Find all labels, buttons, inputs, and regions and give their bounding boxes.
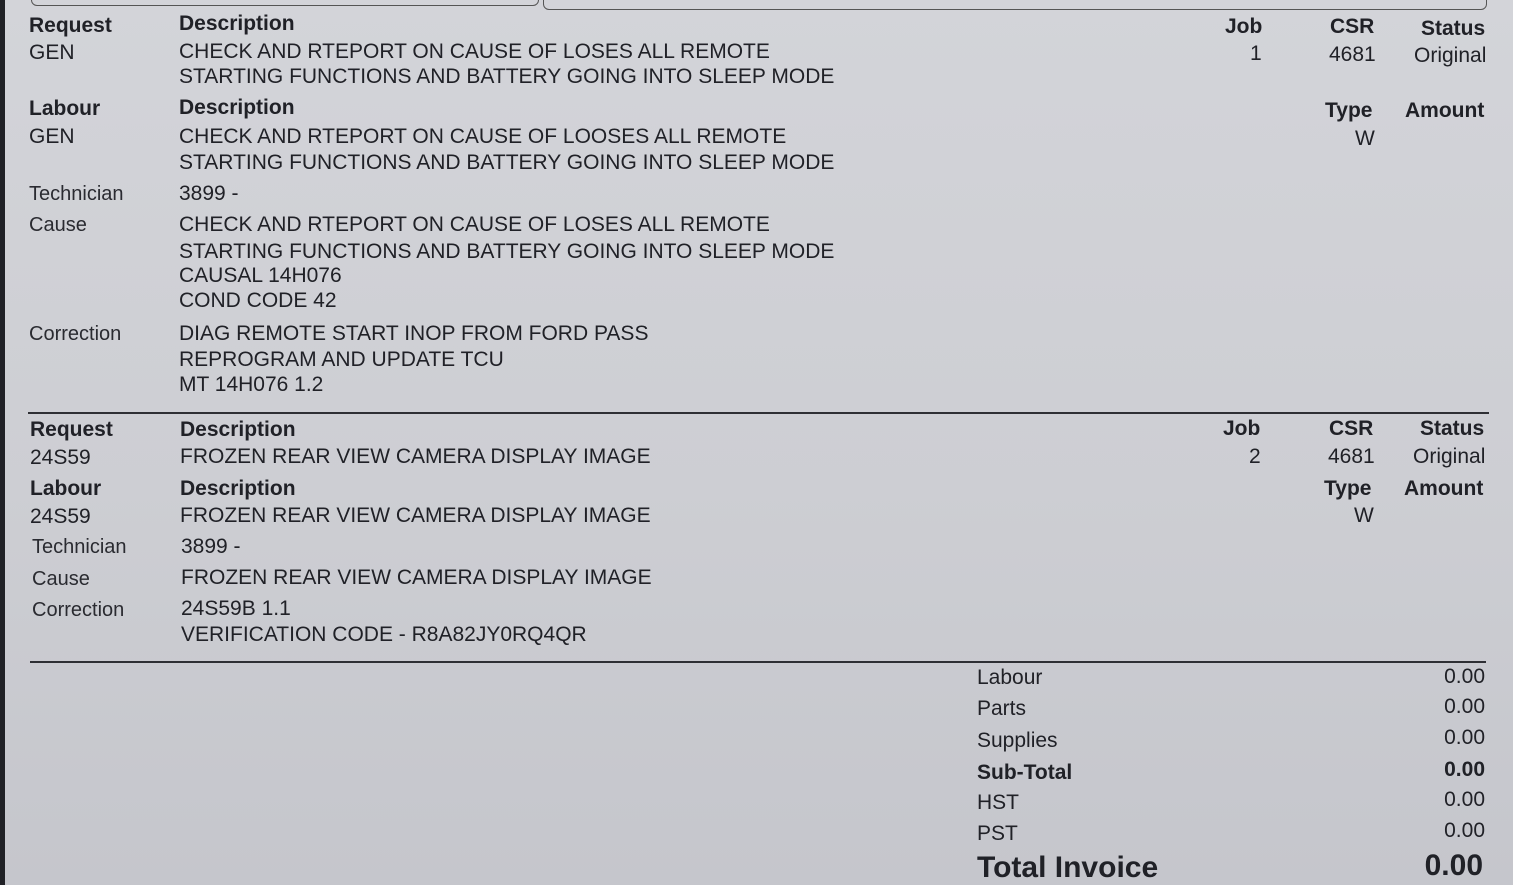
- totals-label: HST: [977, 791, 1019, 814]
- labour-code: 24S59: [30, 505, 91, 528]
- cause-line: STARTING FUNCTIONS AND BATTERY GOING INTO SLEEP MODE: [179, 240, 835, 263]
- cause-line: COND CODE 42: [179, 289, 337, 312]
- labour-code: GEN: [29, 125, 75, 148]
- cause-line: FROZEN REAR VIEW CAMERA DISPLAY IMAGE: [181, 566, 652, 589]
- labour-type: W: [1354, 504, 1374, 527]
- header-box-right: [543, 0, 1487, 10]
- totals-value: 0.00: [1444, 726, 1485, 749]
- amount-header: Amount: [1404, 477, 1484, 500]
- request-code: GEN: [29, 41, 75, 64]
- correction-line: MT 14H076 1.2: [179, 373, 324, 396]
- labour-description-line: CHECK AND RTEPORT ON CAUSE OF LOOSES ALL REMOTE: [179, 125, 787, 148]
- total-invoice-label: Total Invoice: [977, 851, 1159, 884]
- status-value: Original: [1413, 445, 1486, 468]
- labour-description-header: Description: [180, 477, 296, 500]
- totals-label: Labour: [977, 666, 1043, 689]
- total-invoice-value: 0.00: [1424, 849, 1483, 882]
- description-header: Description: [180, 418, 296, 441]
- invoice-page: [5, 0, 1513, 885]
- labour-description-line: FROZEN REAR VIEW CAMERA DISPLAY IMAGE: [180, 504, 651, 527]
- correction-label: Correction: [29, 323, 122, 345]
- description-header: Description: [179, 12, 295, 35]
- subtotal-value: 0.00: [1444, 758, 1485, 781]
- csr-number: 4681: [1328, 445, 1375, 468]
- type-header: Type: [1325, 99, 1373, 122]
- amount-header: Amount: [1405, 99, 1485, 122]
- correction-line: REPROGRAM AND UPDATE TCU: [179, 348, 504, 371]
- job-number: 2: [1249, 445, 1261, 468]
- totals-label: Parts: [977, 697, 1027, 720]
- labour-type: W: [1355, 127, 1375, 150]
- csr-number: 4681: [1329, 43, 1376, 66]
- request-description-line: FROZEN REAR VIEW CAMERA DISPLAY IMAGE: [180, 445, 651, 468]
- technician-label: Technician: [32, 536, 127, 558]
- request-description-line: STARTING FUNCTIONS AND BATTERY GOING INTO SLEEP MODE: [179, 65, 835, 88]
- cause-line: CAUSAL 14H076: [179, 264, 342, 287]
- technician-value: 3899 -: [179, 182, 239, 205]
- header-box-left: [31, 0, 539, 6]
- status-header: Status: [1421, 17, 1486, 40]
- csr-header: CSR: [1329, 417, 1374, 440]
- totals-value: 0.00: [1444, 665, 1485, 688]
- labour-header: Labour: [30, 477, 102, 500]
- section-divider: [28, 412, 1489, 414]
- cause-label: Cause: [32, 568, 90, 590]
- labour-description-header: Description: [179, 96, 295, 119]
- subtotal-label: Sub-Total: [977, 761, 1073, 784]
- status-value: Original: [1414, 44, 1487, 67]
- technician-value: 3899 -: [181, 535, 241, 558]
- totals-value: 0.00: [1444, 819, 1485, 842]
- request-description-line: CHECK AND RTEPORT ON CAUSE OF LOSES ALL REMOTE: [179, 40, 770, 63]
- request-code: 24S59: [30, 446, 91, 469]
- job-header: Job: [1223, 417, 1261, 440]
- job-header: Job: [1225, 15, 1263, 38]
- request-header: Request: [29, 14, 112, 37]
- totals-label: Supplies: [977, 729, 1058, 752]
- totals-value: 0.00: [1444, 788, 1485, 811]
- correction-label: Correction: [32, 599, 125, 621]
- cause-line: CHECK AND RTEPORT ON CAUSE OF LOSES ALL REMOTE: [179, 213, 770, 236]
- correction-line: 24S59B 1.1: [181, 597, 291, 620]
- status-header: Status: [1420, 417, 1485, 440]
- labour-header: Labour: [29, 97, 101, 120]
- job-number: 1: [1250, 42, 1262, 65]
- labour-description-line: STARTING FUNCTIONS AND BATTERY GOING INTO SLEEP MODE: [179, 151, 835, 174]
- totals-value: 0.00: [1444, 695, 1485, 718]
- csr-header: CSR: [1330, 15, 1375, 38]
- request-header: Request: [30, 418, 113, 441]
- type-header: Type: [1324, 477, 1372, 500]
- correction-line: VERIFICATION CODE - R8A82JY0RQ4QR: [181, 623, 587, 646]
- cause-label: Cause: [29, 214, 87, 236]
- totals-divider: [30, 661, 1486, 663]
- technician-label: Technician: [29, 183, 124, 205]
- correction-line: DIAG REMOTE START INOP FROM FORD PASS: [179, 322, 649, 345]
- totals-label: PST: [977, 822, 1018, 845]
